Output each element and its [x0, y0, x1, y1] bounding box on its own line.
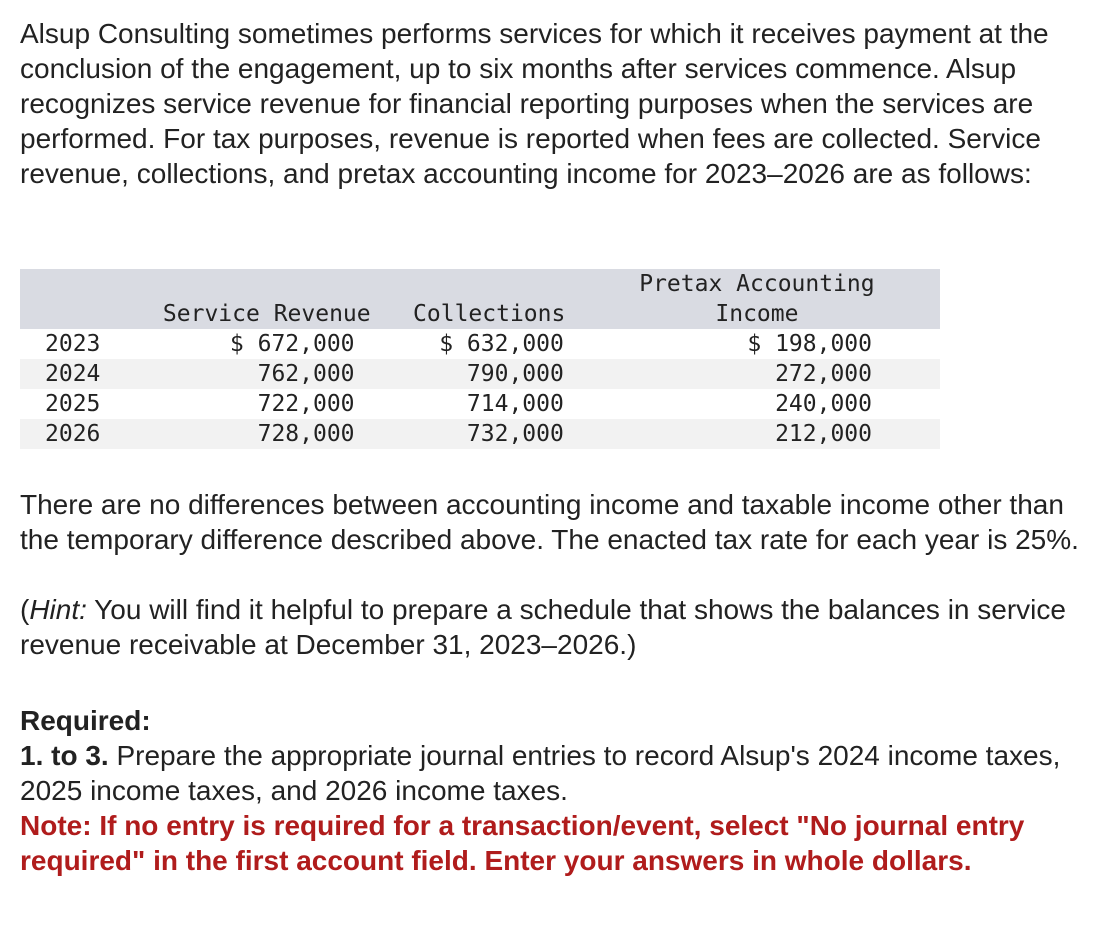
hint-paragraph: [20, 592, 1090, 662]
cell-collections: 732,000: [466, 421, 564, 447]
cell-year: 2025: [45, 391, 101, 417]
cell-service-revenue: 728,000: [257, 421, 355, 447]
header-service-revenue: Service Revenue: [162, 301, 371, 327]
cell-service-revenue: 762,000: [257, 361, 355, 387]
cell-collections: 714,000: [466, 391, 564, 417]
header-pretax-line1: Pretax Accounting: [639, 271, 875, 297]
header-pretax-income: [574, 269, 940, 329]
table-row: [20, 419, 940, 449]
task-text: Prepare the appropriate journal entries to record Alsup's 2024 income taxes, 2025 income taxes, and 2026 income taxes.: [20, 740, 1061, 806]
tax-rate-paragraph: There are no differences between accounting income and taxable income other than the temporary difference described above. The enacted tax rate for each year is 25%.: [20, 489, 1079, 555]
table-header-row: [20, 269, 940, 329]
hint-open-paren: (: [20, 594, 30, 625]
cell-pretax-income: 240,000: [775, 391, 872, 417]
cell-service-revenue: $ 672,000: [229, 331, 355, 357]
header-year: [20, 269, 129, 329]
task-label: 1. to 3.: [20, 740, 109, 771]
cell-service-revenue: 722,000: [257, 391, 355, 417]
required-task: [20, 738, 1080, 808]
cell-collections: $ 632,000: [439, 331, 564, 357]
revenue-table: [20, 269, 940, 449]
header-pretax-line2: Income: [715, 301, 799, 327]
cell-year: 2024: [45, 361, 101, 387]
hint-label: Hint:: [29, 594, 87, 625]
cell-pretax-income: $ 198,000: [747, 331, 872, 357]
header-collections: Collections: [413, 301, 566, 327]
required-note: Note: If no entry is required for a transaction/event, select "No journal entry required" in the first account field. Enter your answers in whole dollars.: [20, 810, 1025, 876]
cell-pretax-income: 212,000: [775, 421, 872, 447]
required-heading: Required:: [20, 705, 151, 736]
cell-pretax-income: 272,000: [775, 361, 872, 387]
hint-text: You will find it helpful to prepare a schedule that shows the balances in service revenue receivable at December 31, 2023–2026.): [20, 594, 1066, 660]
cell-year: 2023: [45, 331, 101, 357]
problem-intro: Alsup Consulting sometimes performs services for which it receives payment at the conclusion of the engagement, up to six months after services commence. Alsup recognizes service revenue for financial reporting purposes when the services are performed. For tax purposes, revenue is reported when fees are collected. Service revenue, collections, and pretax accounting income for 2023–2026 are as follows:: [20, 18, 1049, 189]
table-row: [20, 329, 940, 359]
cell-year: 2026: [45, 421, 101, 447]
table-row: [20, 389, 940, 419]
table-row: [20, 359, 940, 389]
cell-collections: 790,000: [466, 361, 564, 387]
